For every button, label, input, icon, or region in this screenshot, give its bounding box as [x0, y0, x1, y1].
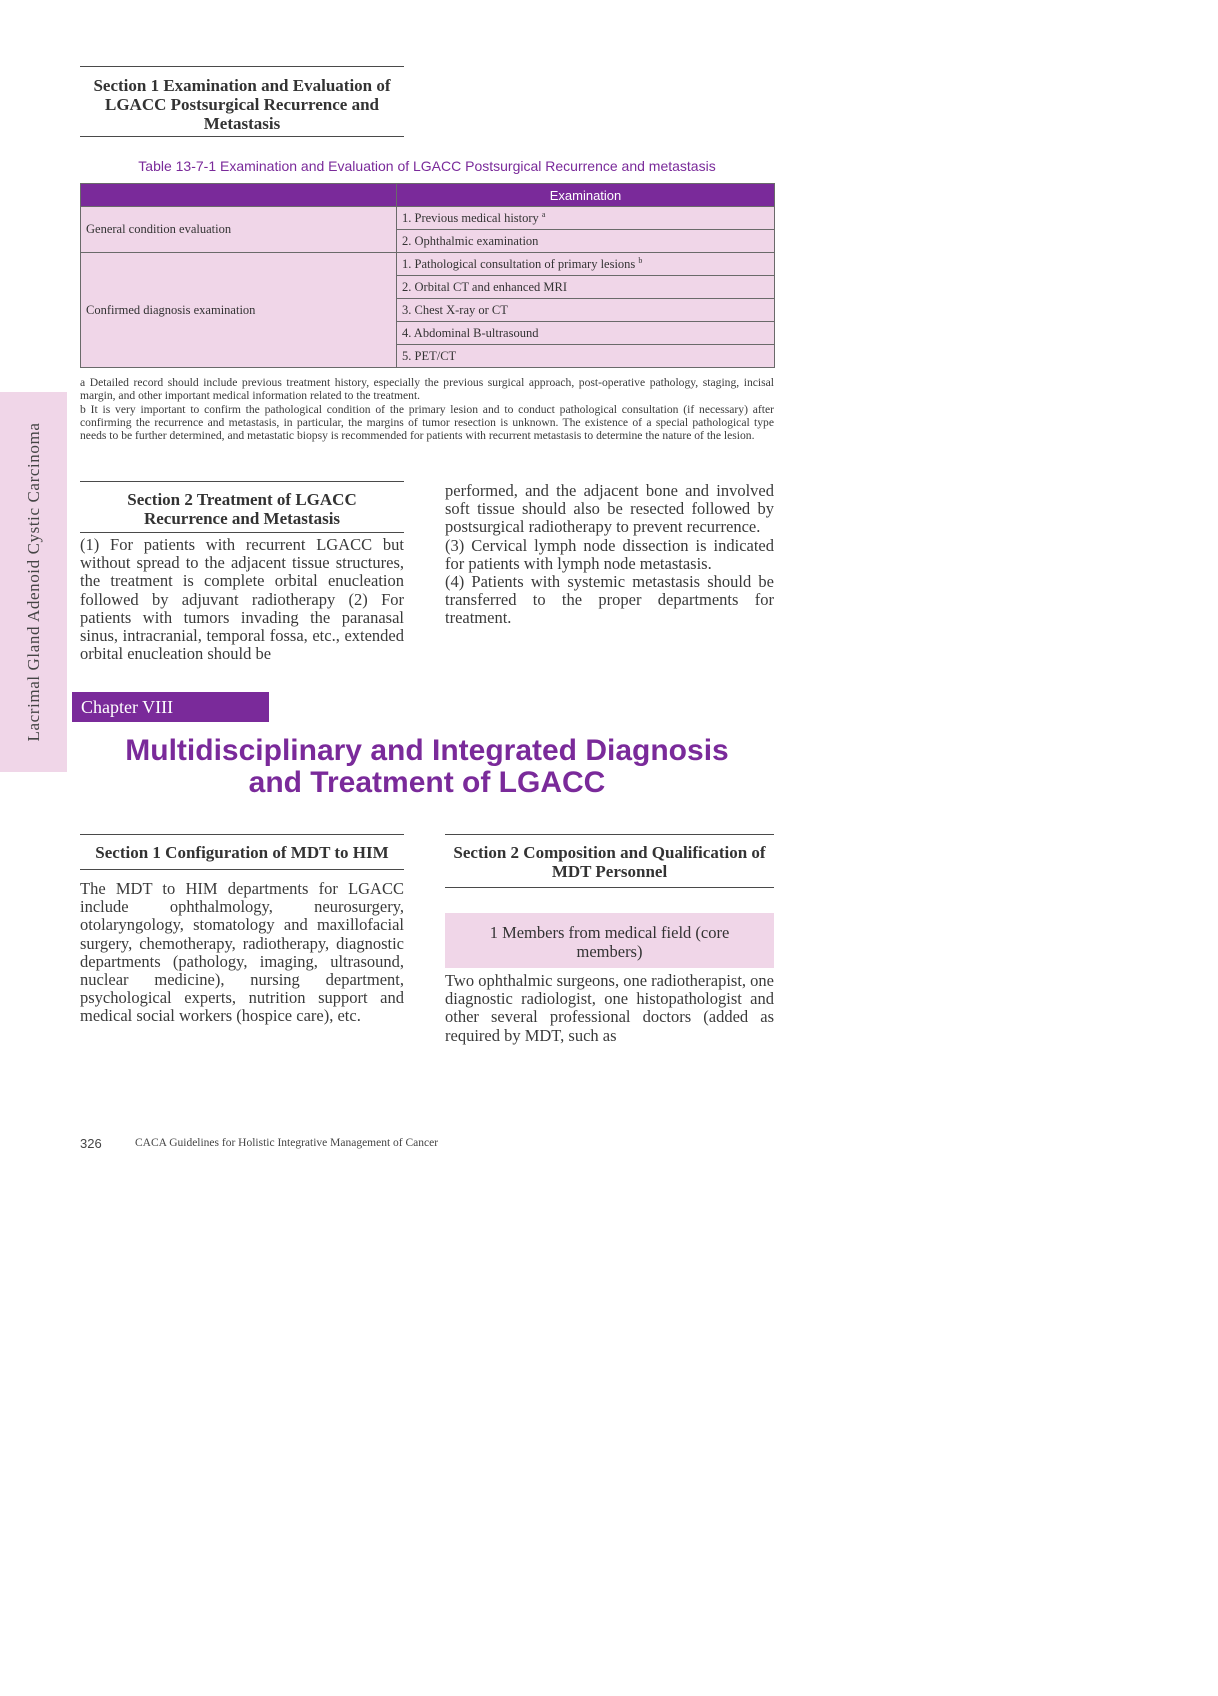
- mdt-section1-title: Section 1 Configuration of MDT to HIM: [95, 843, 389, 862]
- table-row: [81, 253, 775, 276]
- section2-right-text: [445, 482, 774, 628]
- side-tab: [0, 392, 67, 772]
- table-header-examination: Examination: [397, 184, 775, 207]
- chapter-label: Chapter VIII: [72, 692, 269, 722]
- members-box-line1: 1 Members from medical field (core: [489, 923, 730, 942]
- section1-heading: [80, 66, 404, 137]
- mdt-section2-heading: [445, 834, 774, 888]
- mdt-section1-text: The MDT to HIM departments for LGACC include ophthalmology, neurosurgery, otolaryngology, stomatology and maxillofacial surgery, chemotherapy, radiotherapy, diagnostic departments (pathology, imaging, ultrasound, nuclear medicine), nursing department, psychological experts, nutrition support and medical social workers (hospice care), etc.: [80, 879, 404, 1026]
- group-general-label: General condition evaluation: [81, 207, 397, 253]
- members-box-line2: members): [576, 942, 643, 961]
- members-box: [445, 913, 774, 968]
- table-cell: 5. PET/CT: [397, 345, 775, 368]
- table-cell: 1. Pathological consultation of primary lesions $^b$: [397, 253, 775, 276]
- mdt-section2-title-line1: Section 2 Composition and Qualification of: [453, 843, 766, 862]
- section2-title-line1: Section 2 Treatment of LGACC: [127, 490, 357, 509]
- table-cell: 1. Previous medical history $^a$: [397, 207, 775, 230]
- section1-title-line1: Section 1 Examination and Evaluation of: [93, 76, 391, 95]
- page-number: 326: [80, 1136, 102, 1151]
- table-header-row: [81, 184, 775, 207]
- section2-right-p2: (3) Cervical lymph node dissection is indicated for patients with lymph node metastasis.: [445, 535, 774, 573]
- table-header-blank: [81, 184, 397, 207]
- table-footnotes: [80, 376, 774, 442]
- section2-heading: [80, 481, 404, 533]
- mdt-section1-heading: [80, 834, 404, 870]
- mdt-section2-text: Two ophthalmic surgeons, one radiotherapist, one diagnostic radiologist, one histopathologist and other several professional doctors (added as required by MDT, such as: [445, 971, 774, 1045]
- footer-title: CACA Guidelines for Holistic Integrative Management of Cancer: [135, 1137, 439, 1149]
- section2-right-p3: (4) Patients with systemic metastasis should be transferred to the proper departments for treatment.: [445, 572, 774, 628]
- mdt-section2-title-line2: MDT Personnel: [551, 862, 668, 881]
- section2-title-line2: Recurrence and Metastasis: [143, 509, 341, 528]
- side-tab-label: Lacrimal Gland Adenoid Cystic Carcinoma: [23, 422, 43, 742]
- table-row: [81, 207, 775, 230]
- footnote-b: b It is very important to confirm the pathological condition of the primary lesion and to conduct pathological consultation (if necessary) after confirming the recurrence and metastasis, in particular, the margins of tumor resection is unknown. The existence of a special pathological type needs to be further determined, and metastatic biopsy is recommended for patients with recurrent metastasis to determine the nature of the lesion.: [80, 402, 774, 443]
- examination-table: [80, 183, 775, 368]
- table-cell: 4. Abdominal B-ultrasound: [397, 322, 775, 345]
- table-cell: 2. Ophthalmic examination: [397, 230, 775, 253]
- chapter-title: [80, 735, 774, 799]
- footnote-a: a Detailed record should include previous treatment history, especially the previous surgical approach, post-operative pathology, staging, incisal margin, and other important medical information related to the treatment.: [80, 376, 774, 403]
- group-diagnosis-label: Confirmed diagnosis examination: [81, 253, 397, 368]
- table-caption: Table 13-7-1 Examination and Evaluation of LGACC Postsurgical Recurrence and metastasis: [138, 158, 716, 174]
- table-cell: 3. Chest X-ray or CT: [397, 299, 775, 322]
- section1-title-line2: LGACC Postsurgical Recurrence and: [104, 95, 380, 114]
- section2-left-text: (1) For patients with recurrent LGACC but without spread to the adjacent tissue structures, the treatment is complete orbital enucleation followed by adjuvant radiotherapy (2) For patients with tumors invading the paranasal sinus, intracranial, temporal fossa, etc., extended orbital enucleation should be: [80, 535, 404, 664]
- section2-right-p1: performed, and the adjacent bone and involved soft tissue should also be resected followed by postsurgical radiotherapy to prevent recurrence.: [445, 481, 774, 537]
- table-cell: 2. Orbital CT and enhanced MRI: [397, 276, 775, 299]
- section1-title-line3: Metastasis: [203, 114, 281, 133]
- chapter-title-line2: and Treatment of LGACC: [248, 766, 606, 799]
- chapter-title-line1: Multidisciplinary and Integrated Diagnosis: [125, 734, 729, 767]
